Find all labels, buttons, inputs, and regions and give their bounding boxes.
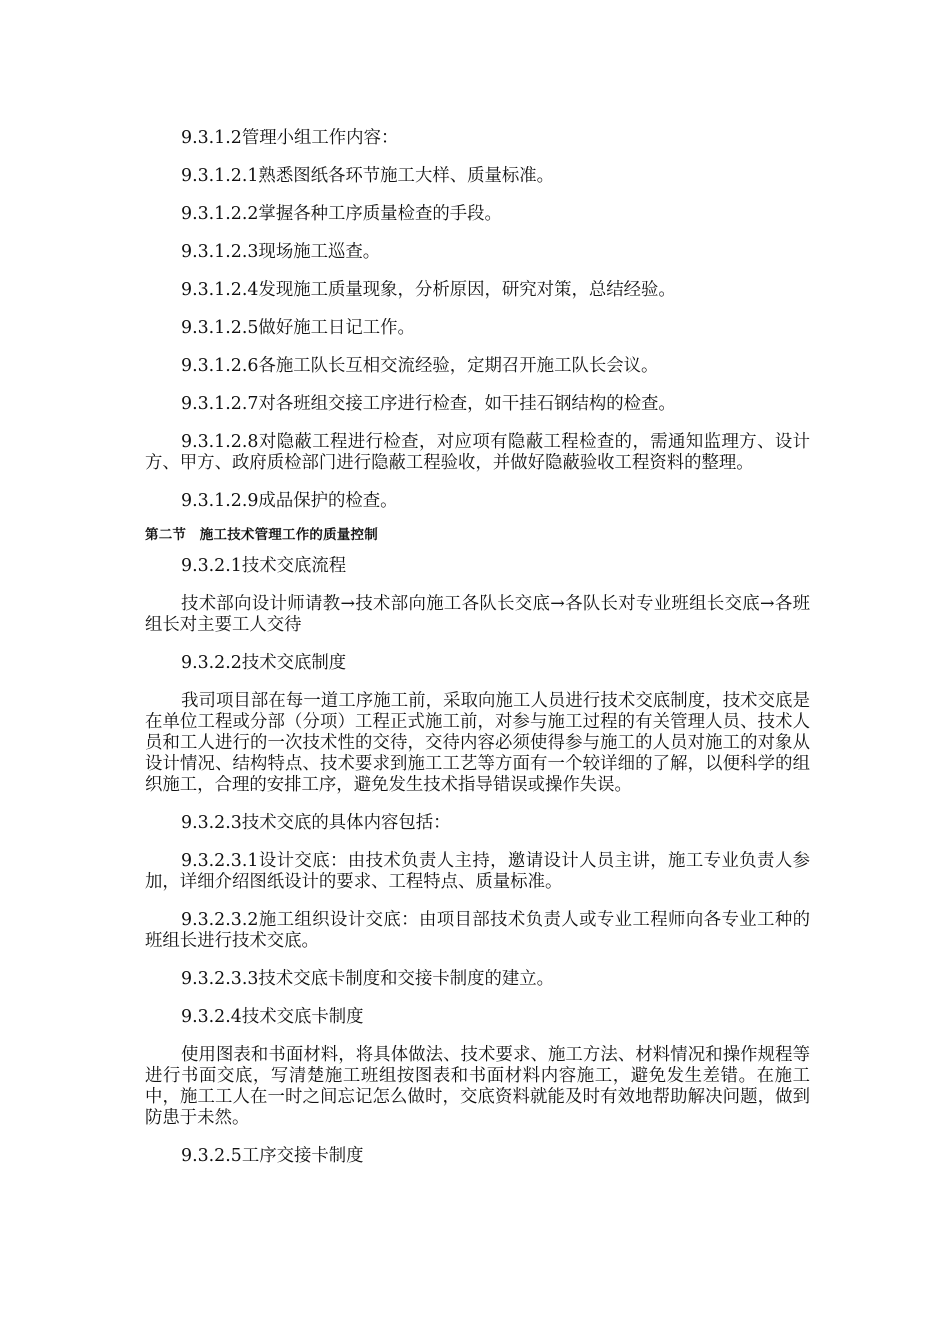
paragraph: 9.3.2.2技术交底制度 (181, 653, 347, 673)
paragraph: 9.3.1.2.4发现施工质量现象，分析原因，研究对策，总结经验。 (181, 280, 676, 300)
paragraph: 使用图表和书面材料，将具体做法、技术要求、施工方法、材料情况和操作规程等进行书面交底，写清楚施工班组按图表和书面材料内容施工，避免发生差错。在施工中，施工工人在一时之间忘记怎么做时，交底资料就能及时有效地帮助解决问题，做到防患于未然。 (145, 1045, 810, 1128)
document-body (145, 128, 810, 1167)
paragraph: 技术部向设计师请教→技术部向施工各队长交底→各队长对专业班组长交底→各班组长对主要工人交待 (145, 594, 810, 635)
paragraph: 9.3.2.5工序交接卡制度 (181, 1146, 364, 1166)
paragraph: 9.3.2.3技术交底的具体内容包括： (181, 813, 451, 833)
paragraph: 9.3.1.2管理小组工作内容： (181, 128, 399, 148)
paragraph: 9.3.2.3.3技术交底卡制度和交接卡制度的建立。 (181, 969, 555, 989)
paragraph: 9.3.2.1技术交底流程 (181, 556, 347, 576)
paragraph: 9.3.2.3.2施工组织设计交底：由项目部技术负责人或专业工程师向各专业工种的班组长进行技术交底。 (145, 910, 810, 951)
paragraph: 9.3.1.2.8对隐蔽工程进行检查，对应项有隐蔽工程检查的，需通知监理方、设计方、甲方、政府质检部门进行隐蔽工程验收，并做好隐蔽验收工程资料的整理。 (145, 432, 810, 473)
paragraph: 9.3.1.2.9成品保护的检查。 (181, 491, 398, 511)
paragraph: 9.3.1.2.1熟悉图纸各环节施工大样、质量标准。 (181, 166, 555, 186)
paragraph: 9.3.2.4技术交底卡制度 (181, 1007, 364, 1027)
paragraph: 9.3.1.2.3现场施工巡查。 (181, 242, 381, 262)
paragraph: 我司项目部在每一道工序施工前，采取向施工人员进行技术交底制度，技术交底是在单位工程或分部（分项）工程正式施工前，对参与施工过程的有关管理人员、技术人员和工人进行的一次技术性的交待，交待内容必须使得参与施工的人员对施工的对象从设计情况、结构特点、技术要求到施工工艺等方面有一个较详细的了解，以便科学的组织施工，合理的安排工序，避免发生技术指导错误或操作失误。 (145, 691, 810, 795)
paragraph: 9.3.1.2.7对各班组交接工序进行检查，如干挂石钢结构的检查。 (181, 394, 676, 414)
section-heading: 第二节 施工技术管理工作的质量控制 (145, 527, 378, 543)
paragraph: 9.3.1.2.6各施工队长互相交流经验，定期召开施工队长会议。 (181, 356, 659, 376)
paragraph: 9.3.1.2.2掌握各种工序质量检查的手段。 (181, 204, 502, 224)
paragraph: 9.3.2.3.1设计交底：由技术负责人主持，邀请设计人员主讲，施工专业负责人参加，详细介绍图纸设计的要求、工程特点、质量标准。 (145, 851, 810, 892)
paragraph: 9.3.1.2.5做好施工日记工作。 (181, 318, 415, 338)
